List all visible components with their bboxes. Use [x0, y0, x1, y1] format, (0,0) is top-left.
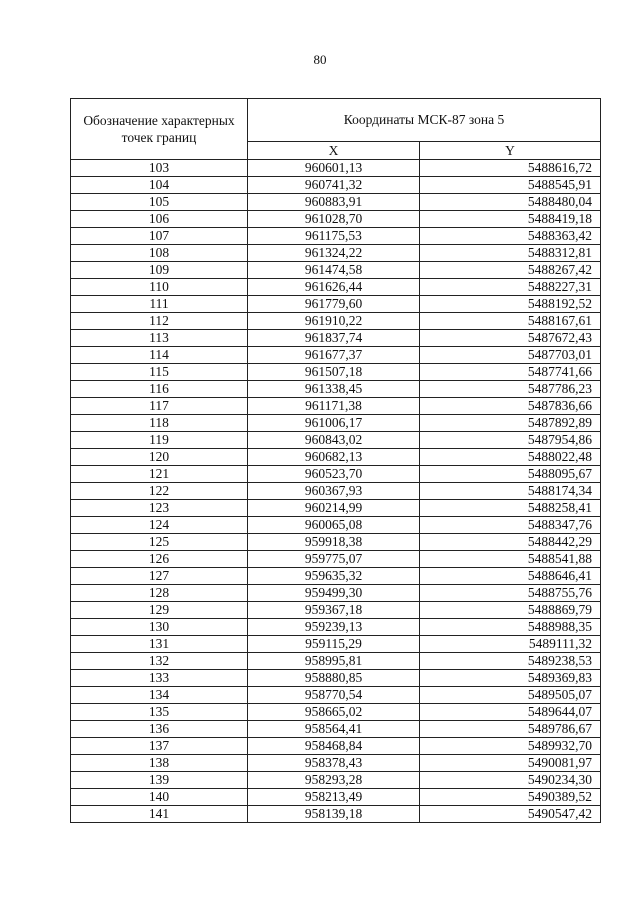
table-header: [71, 99, 601, 160]
table-row: [71, 398, 601, 415]
table-row: [71, 330, 601, 347]
y-coordinate-cell: 5489932,70: [420, 738, 601, 755]
y-coordinate-cell: 5489369,83: [420, 670, 601, 687]
y-coordinate-cell: 5488227,31: [420, 279, 601, 296]
y-coordinate-cell: 5488869,79: [420, 602, 601, 619]
x-coordinate-cell: 959775,07: [248, 551, 420, 568]
x-coordinate-cell: 958213,49: [248, 789, 420, 806]
point-designation-cell: 132: [71, 653, 248, 670]
y-coordinate-cell: 5488616,72: [420, 160, 601, 177]
point-designation-cell: 108: [71, 245, 248, 262]
x-coordinate-cell: 961837,74: [248, 330, 420, 347]
y-coordinate-cell: 5489505,07: [420, 687, 601, 704]
point-designation-cell: 116: [71, 381, 248, 398]
header-coordinates: Координаты МСК-87 зона 5: [248, 99, 601, 142]
table-row: [71, 619, 601, 636]
table-row: [71, 177, 601, 194]
x-coordinate-cell: 958880,85: [248, 670, 420, 687]
x-coordinate-cell: 961677,37: [248, 347, 420, 364]
point-designation-cell: 122: [71, 483, 248, 500]
point-designation-cell: 120: [71, 449, 248, 466]
point-designation-cell: 103: [71, 160, 248, 177]
table-row: [71, 551, 601, 568]
x-coordinate-cell: 960601,13: [248, 160, 420, 177]
x-coordinate-cell: 959115,29: [248, 636, 420, 653]
y-coordinate-cell: 5487786,23: [420, 381, 601, 398]
point-designation-cell: 127: [71, 568, 248, 585]
x-coordinate-cell: 961474,58: [248, 262, 420, 279]
point-designation-cell: 118: [71, 415, 248, 432]
x-coordinate-cell: 961338,45: [248, 381, 420, 398]
point-designation-cell: 109: [71, 262, 248, 279]
y-coordinate-cell: 5487741,66: [420, 364, 601, 381]
y-coordinate-cell: 5488755,76: [420, 585, 601, 602]
table-body: [71, 160, 601, 823]
x-coordinate-cell: 959635,32: [248, 568, 420, 585]
y-coordinate-cell: 5488480,04: [420, 194, 601, 211]
point-designation-cell: 140: [71, 789, 248, 806]
y-coordinate-cell: 5488541,88: [420, 551, 601, 568]
x-coordinate-cell: 961626,44: [248, 279, 420, 296]
y-coordinate-cell: 5487954,86: [420, 432, 601, 449]
point-designation-cell: 134: [71, 687, 248, 704]
table-row: [71, 432, 601, 449]
y-coordinate-cell: 5488419,18: [420, 211, 601, 228]
table-row: [71, 466, 601, 483]
table-row: [71, 534, 601, 551]
y-coordinate-cell: 5488545,91: [420, 177, 601, 194]
point-designation-cell: 117: [71, 398, 248, 415]
table-row: [71, 228, 601, 245]
x-coordinate-cell: 961507,18: [248, 364, 420, 381]
point-designation-cell: 110: [71, 279, 248, 296]
y-coordinate-cell: 5488646,41: [420, 568, 601, 585]
x-coordinate-cell: 959367,18: [248, 602, 420, 619]
x-coordinate-cell: 961171,38: [248, 398, 420, 415]
y-coordinate-cell: 5488167,61: [420, 313, 601, 330]
point-designation-cell: 133: [71, 670, 248, 687]
header-y: Y: [420, 142, 601, 160]
table-row: [71, 347, 601, 364]
point-designation-cell: 130: [71, 619, 248, 636]
y-coordinate-cell: 5488267,42: [420, 262, 601, 279]
y-coordinate-cell: 5490234,30: [420, 772, 601, 789]
point-designation-cell: 137: [71, 738, 248, 755]
table-row: [71, 568, 601, 585]
point-designation-cell: 121: [71, 466, 248, 483]
x-coordinate-cell: 959499,30: [248, 585, 420, 602]
point-designation-cell: 105: [71, 194, 248, 211]
y-coordinate-cell: 5489786,67: [420, 721, 601, 738]
table-row: [71, 789, 601, 806]
header-x: X: [248, 142, 420, 160]
x-coordinate-cell: 960367,93: [248, 483, 420, 500]
y-coordinate-cell: 5489644,07: [420, 704, 601, 721]
table-row: [71, 806, 601, 823]
x-coordinate-cell: 960214,99: [248, 500, 420, 517]
y-coordinate-cell: 5488442,29: [420, 534, 601, 551]
table-row: [71, 738, 601, 755]
table-row: [71, 160, 601, 177]
point-designation-cell: 141: [71, 806, 248, 823]
point-designation-cell: 131: [71, 636, 248, 653]
point-designation-cell: 114: [71, 347, 248, 364]
table-row: [71, 483, 601, 500]
x-coordinate-cell: 961324,22: [248, 245, 420, 262]
x-coordinate-cell: 958293,28: [248, 772, 420, 789]
point-designation-cell: 129: [71, 602, 248, 619]
x-coordinate-cell: 961910,22: [248, 313, 420, 330]
x-coordinate-cell: 960741,32: [248, 177, 420, 194]
table-row: [71, 670, 601, 687]
x-coordinate-cell: 959239,13: [248, 619, 420, 636]
page-number: 80: [313, 52, 327, 67]
table-row: [71, 721, 601, 738]
table-row: [71, 245, 601, 262]
point-designation-cell: 128: [71, 585, 248, 602]
table-row: [71, 296, 601, 313]
x-coordinate-cell: 958139,18: [248, 806, 420, 823]
y-coordinate-cell: 5490081,97: [420, 755, 601, 772]
x-coordinate-cell: 960843,02: [248, 432, 420, 449]
point-designation-cell: 123: [71, 500, 248, 517]
x-coordinate-cell: 960065,08: [248, 517, 420, 534]
x-coordinate-cell: 958468,84: [248, 738, 420, 755]
x-coordinate-cell: 959918,38: [248, 534, 420, 551]
y-coordinate-cell: 5487703,01: [420, 347, 601, 364]
point-designation-cell: 136: [71, 721, 248, 738]
x-coordinate-cell: 958770,54: [248, 687, 420, 704]
table-row: [71, 279, 601, 296]
point-designation-cell: 119: [71, 432, 248, 449]
coordinates-table: [70, 98, 601, 823]
point-designation-cell: 106: [71, 211, 248, 228]
table-row: [71, 194, 601, 211]
table-row: [71, 381, 601, 398]
y-coordinate-cell: 5488988,35: [420, 619, 601, 636]
x-coordinate-cell: 961006,17: [248, 415, 420, 432]
table-row: [71, 262, 601, 279]
y-coordinate-cell: 5488192,52: [420, 296, 601, 313]
table-row: [71, 636, 601, 653]
table-row: [71, 585, 601, 602]
x-coordinate-cell: 961175,53: [248, 228, 420, 245]
x-coordinate-cell: 961779,60: [248, 296, 420, 313]
x-coordinate-cell: 960523,70: [248, 466, 420, 483]
point-designation-cell: 113: [71, 330, 248, 347]
x-coordinate-cell: 958665,02: [248, 704, 420, 721]
point-designation-cell: 138: [71, 755, 248, 772]
y-coordinate-cell: 5489111,32: [420, 636, 601, 653]
x-coordinate-cell: 961028,70: [248, 211, 420, 228]
y-coordinate-cell: 5488258,41: [420, 500, 601, 517]
y-coordinate-cell: 5487836,66: [420, 398, 601, 415]
y-coordinate-cell: 5489238,53: [420, 653, 601, 670]
point-designation-cell: 112: [71, 313, 248, 330]
point-designation-cell: 139: [71, 772, 248, 789]
table-row: [71, 364, 601, 381]
point-designation-cell: 126: [71, 551, 248, 568]
y-coordinate-cell: 5490389,52: [420, 789, 601, 806]
table-row: [71, 500, 601, 517]
point-designation-cell: 111: [71, 296, 248, 313]
point-designation-cell: 124: [71, 517, 248, 534]
header-point-designation: Обозначение характерных точек границ: [71, 99, 248, 160]
table-row: [71, 602, 601, 619]
table-row: [71, 211, 601, 228]
x-coordinate-cell: 960883,91: [248, 194, 420, 211]
table-row: [71, 415, 601, 432]
x-coordinate-cell: 960682,13: [248, 449, 420, 466]
y-coordinate-cell: 5488363,42: [420, 228, 601, 245]
y-coordinate-cell: 5488095,67: [420, 466, 601, 483]
y-coordinate-cell: 5488312,81: [420, 245, 601, 262]
point-designation-cell: 135: [71, 704, 248, 721]
table-row: [71, 449, 601, 466]
x-coordinate-cell: 958995,81: [248, 653, 420, 670]
table-row: [71, 653, 601, 670]
point-designation-cell: 107: [71, 228, 248, 245]
table-row: [71, 313, 601, 330]
table-row: [71, 772, 601, 789]
table-row: [71, 517, 601, 534]
x-coordinate-cell: 958564,41: [248, 721, 420, 738]
y-coordinate-cell: 5488347,76: [420, 517, 601, 534]
point-designation-cell: 125: [71, 534, 248, 551]
y-coordinate-cell: 5488174,34: [420, 483, 601, 500]
y-coordinate-cell: 5487672,43: [420, 330, 601, 347]
y-coordinate-cell: 5490547,42: [420, 806, 601, 823]
y-coordinate-cell: 5487892,89: [420, 415, 601, 432]
point-designation-cell: 115: [71, 364, 248, 381]
x-coordinate-cell: 958378,43: [248, 755, 420, 772]
table-row: [71, 704, 601, 721]
table-row: [71, 755, 601, 772]
point-designation-cell: 104: [71, 177, 248, 194]
table-row: [71, 687, 601, 704]
y-coordinate-cell: 5488022,48: [420, 449, 601, 466]
